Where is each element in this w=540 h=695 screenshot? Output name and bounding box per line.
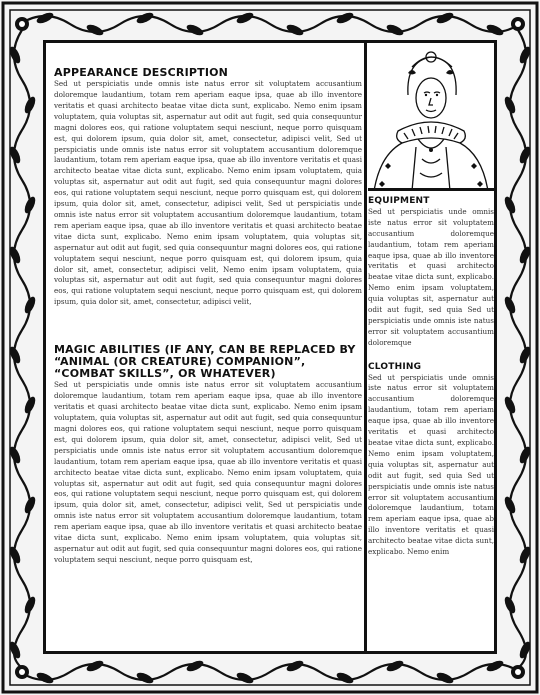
character-sheet-page (43, 40, 497, 654)
magic-abilities-heading: MAGIC ABILITIES (IF ANY, CAN BE REPLACED BY “ANIMAL (OR CREATURE) COMPANION”, “COMBAT SKILLS”, OR WHATEVER) (54, 343, 356, 381)
appearance-body: Sed ut perspiciatis unde omnis iste natus error sit voluptatem accusantium doloremque laudantium, totam rem aperiam eaque ipsa, quae ab illo inventore veritatis et quasi architecto beatae vitae dicta sunt, explicabo. Nemo enim ipsam voluptatem, quia voluptas sit, aspernatur aut odit aut fugit, sed quia consequuntur magni dolores eos, qui ratione voluptatem sequi nesciunt, neque porro quisquam est, qui dolorem ipsum, quia dolor sit, amet, consectetur, adipisci velit, Sed ut perspiciatis unde omnis iste natus error sit voluptatem accusantium doloremque laudantium, totam rem aperiam eaque ipsa, quae ab illo inventore veritatis et quasi architecto beatae vitae dicta sunt, explicabo. Nemo enim ipsam voluptatem, quia voluptas sit, aspernatur aut odit aut fugit, sed quia consequuntur magni dolores eos, qui ratione voluptatem sequi nesciunt, neque porro quisquam est, qui dolorem ipsum, quia dolor sit, amet, consectetur, adipisci velit, Sed ut perspiciatis unde omnis iste natus error sit voluptatem accusantium doloremque laudantium, totam rem aperiam eaque ipsa, quae ab illo inventore veritatis et quasi architecto beatae vitae dicta sunt, explicabo. Nemo enim ipsam voluptatem, quia voluptas sit, aspernatur aut odit aut fugit, sed quia consequuntur magni dolores eos, qui ratione voluptatem sequi nesciunt, neque porro quisquam est, qui dolorem ipsum, quia dolor sit, amet, consectetur, adipisci velit, Nemo enim ipsam voluptatem, quia voluptas sit, aspernatur aut odit aut fugit, sed quia consequuntur magni dolores eos, qui ratione voluptatem sequi nesciunt, neque porro quisquam est, qui dolorem ipsum, quia dolor sit, amet, consectetur, adipisci velit, (54, 79, 362, 307)
appearance-heading: APPEARANCE DESCRIPTION (54, 66, 229, 79)
main-column (54, 67, 362, 566)
portrait-illustration-icon (368, 43, 494, 191)
magic-abilities-body: Sed ut perspiciatis unde omnis iste natus error sit voluptatem accusantium doloremque laudantium, totam rem aperiam eaque ipsa, quae ab illo inventore veritatis et quasi architecto beatae vitae dicta sunt, explicabo. Nemo enim ipsam voluptatem, quia voluptas sit, aspernatur aut odit aut fugit, sed quia consequuntur magni dolores eos, qui ratione voluptatem sequi nesciunt, neque porro quisquam est, qui dolorem ipsum, quia dolor sit, amet, consectetur, adipisci velit, Sed ut perspiciatis unde omnis iste natus error sit voluptatem accusantium doloremque laudantium, totam rem aperiam eaque ipsa, quae ab illo inventore veritatis et quasi architecto beatae vitae dicta sunt, explicabo. Nemo enim ipsam voluptatem, quia voluptas sit, aspernatur aut odit aut fugit, sed quia consequuntur magni dolores eos, qui ratione voluptatem sequi nesciunt, neque porro quisquam est, qui dolorem ipsum, quia dolor sit, amet, consectetur, adipisci velit, Sed ut perspiciatis unde omnis iste natus error sit voluptatem accusantium doloremque laudantium, totam rem aperiam eaque ipsa, quae ab illo inventore veritatis et quasi architecto beatae vitae dicta sunt, explicabo. Nemo enim ipsam voluptatem, quia voluptas sit, aspernatur aut odit aut fugit, sed quia consequuntur magni dolores eos, qui ratione voluptatem sequi nesciunt, neque porro quisquam est, (54, 380, 362, 564)
equipment-body: Sed ut perspiciatis unde omnis iste natus error sit voluptatem accusantium doloremque laudantium, totam rem aperiam eaque ipsa, quae ab illo inventore veritatis et quasi architecto beatae vitae dicta sunt, explicabo. Nemo enim ipsam voluptatem, quia voluptas sit, aspernatur aut odit aut fugit, sed quia Sed ut perspiciatis unde omnis iste natus error sit voluptatem accusantium doloremque (368, 206, 494, 347)
column-divider (364, 43, 367, 651)
side-column (368, 43, 494, 558)
equipment-heading: EQUIPMENT (368, 196, 430, 206)
clothing-heading: CLOTHING (368, 361, 422, 372)
clothing-body: Sed ut perspiciatis unde omnis iste natus error sit voluptatem accusantium doloremque laudantium, totam rem aperiam eaque ipsa, quae ab illo inventore veritatis et quasi architecto beatae vitae dicta sunt, explicabo. Nemo enim ipsam voluptatem, quia voluptas sit, aspernatur aut odit aut fugit, sed quia Sed ut perspiciatis unde omnis iste natus error sit voluptatem accusantium doloremque laudantium, totam rem aperiam eaque ipsa, quae ab illo inventore veritatis et quasi architecto beatae vitae dicta sunt, explicabo. Nemo enim (368, 372, 494, 557)
